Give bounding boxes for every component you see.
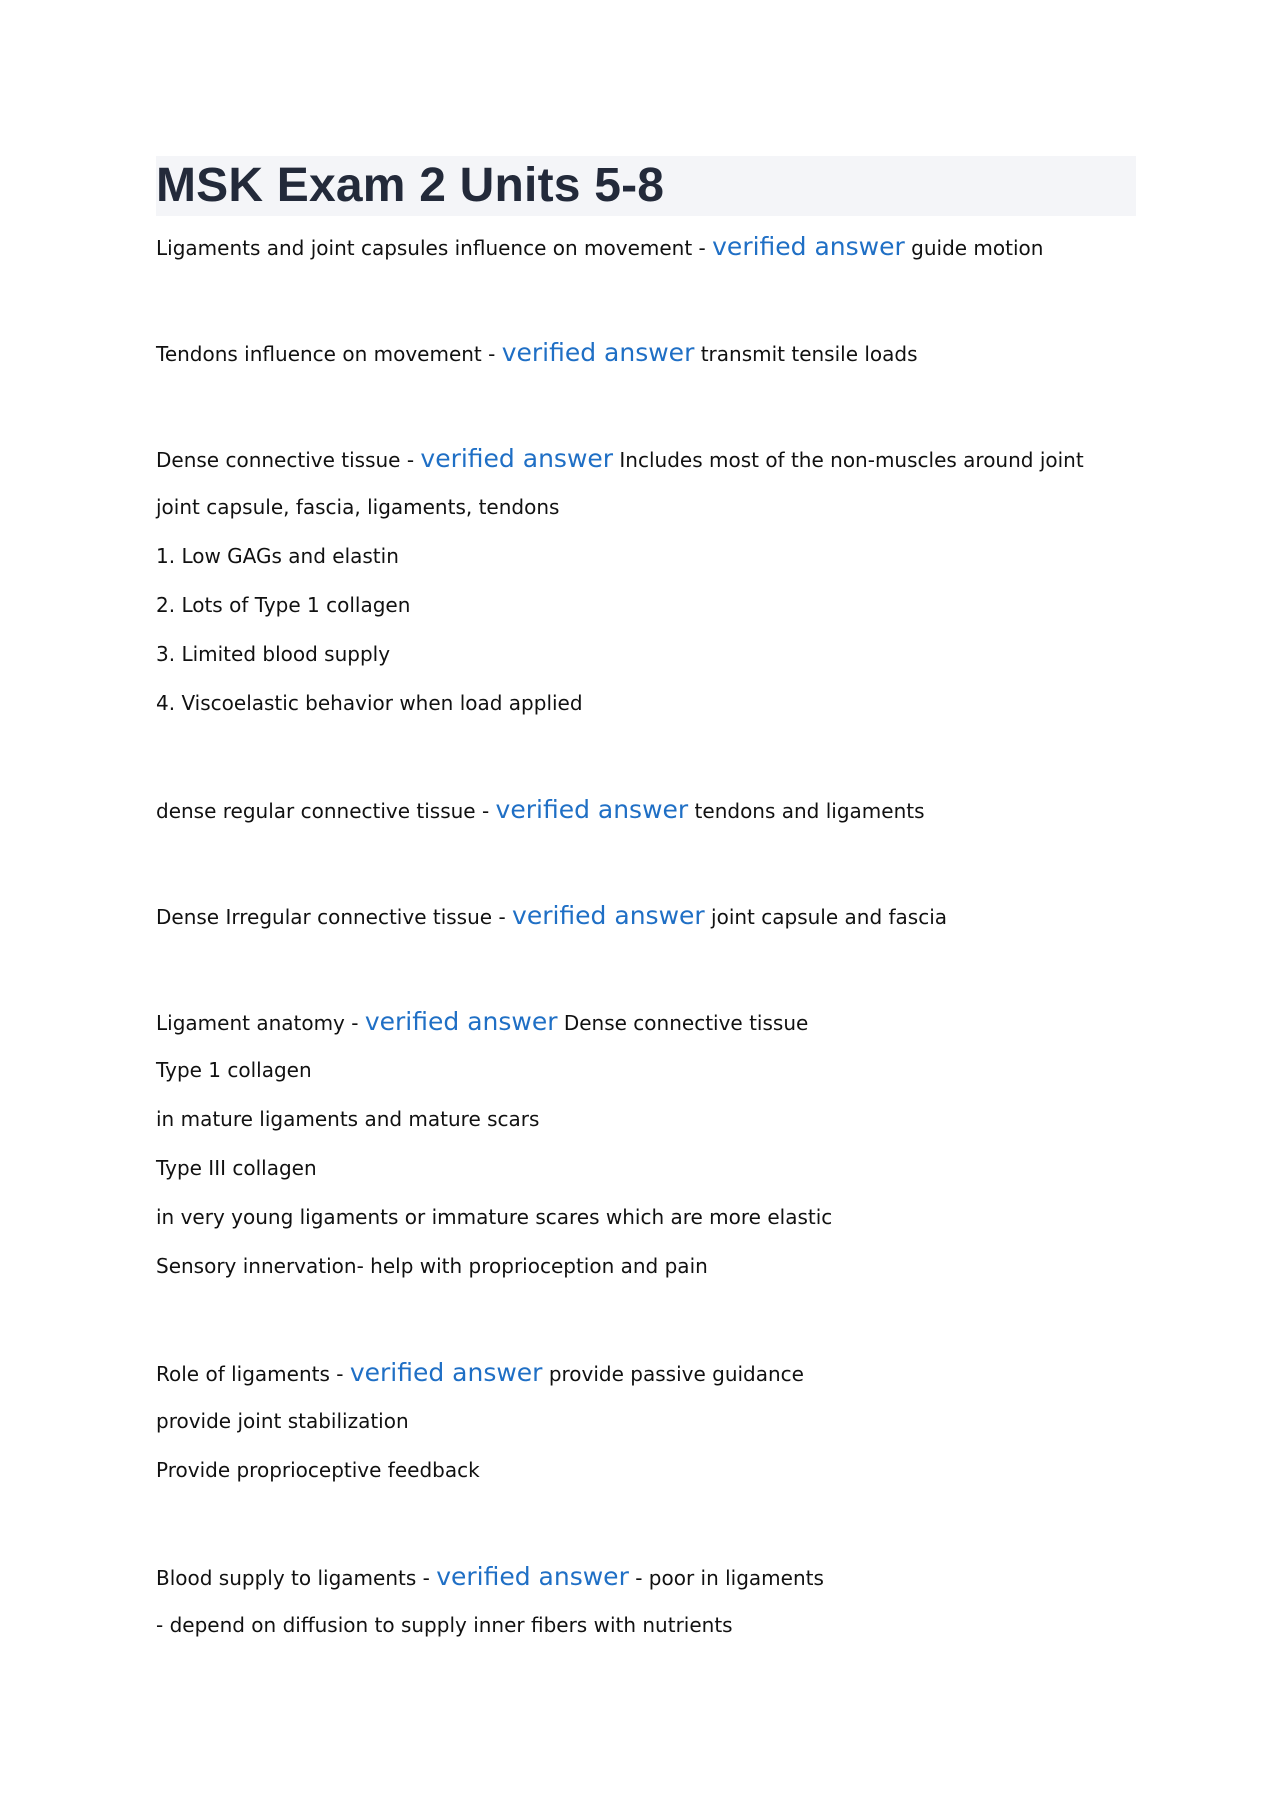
answer-detail-line: Sensory innervation- help with proprioception and pain xyxy=(156,1254,708,1278)
answer-text: Dense connective tissue xyxy=(563,1011,809,1035)
qa-first-line xyxy=(156,434,1136,483)
answer-detail-line: Type 1 collagen xyxy=(156,1058,312,1082)
verified-answer-label: verified answer xyxy=(436,1562,629,1591)
qa-entry xyxy=(156,891,1136,940)
question-text: Tendons influence on movement - xyxy=(156,342,496,366)
entries-list xyxy=(156,222,1136,1650)
qa-first-line xyxy=(156,785,1136,834)
question-text: Dense Irregular connective tissue - xyxy=(156,905,506,929)
qa-entry xyxy=(156,434,1136,728)
answer-text: guide motion xyxy=(911,236,1044,260)
answer-text: Includes most of the non-muscles around joint xyxy=(619,448,1084,472)
qa-entry xyxy=(156,785,1136,834)
verified-answer-label: verified answer xyxy=(420,444,614,473)
question-text: Ligament anatomy - xyxy=(156,1011,359,1035)
qa-first-line xyxy=(156,1348,1136,1397)
answer-detail-line: Type III collagen xyxy=(156,1156,317,1180)
answer-detail-line: 1. Low GAGs and elastin xyxy=(156,544,399,568)
qa-first-line xyxy=(156,891,1136,940)
entry-spacer xyxy=(156,1291,1136,1348)
question-text: dense regular connective tissue - xyxy=(156,799,490,823)
entry-spacer xyxy=(156,940,1136,997)
answer-text: tendons and ligaments xyxy=(694,799,925,823)
qa-entry xyxy=(156,997,1136,1291)
answer-text: - poor in ligaments xyxy=(635,1566,824,1590)
answer-detail-line: joint capsule, fascia, ligaments, tendons xyxy=(156,495,560,519)
answer-detail-line: provide joint stabilization xyxy=(156,1409,409,1433)
entry-spacer xyxy=(156,728,1136,785)
answer-text: provide passive guidance xyxy=(548,1362,804,1386)
verified-answer-label: verified answer xyxy=(501,338,695,367)
verified-answer-label: verified answer xyxy=(512,901,705,930)
page-title: MSK Exam 2 Units 5-8 xyxy=(156,159,665,212)
qa-first-line xyxy=(156,997,1136,1046)
document-page xyxy=(156,156,1136,1650)
question-text: Ligaments and joint capsules influence on movement - xyxy=(156,236,706,260)
answer-detail-line: Provide proprioceptive feedback xyxy=(156,1458,480,1482)
answer-detail-line: 4. Viscoelastic behavior when load applied xyxy=(156,691,583,715)
verified-answer-label: verified answer xyxy=(349,1358,543,1387)
qa-entry xyxy=(156,1552,1136,1650)
qa-entry xyxy=(156,222,1136,271)
verified-answer-label: verified answer xyxy=(495,795,689,824)
answer-detail-line: in very young ligaments or immature scares which are more elastic xyxy=(156,1205,833,1229)
answer-detail-line: - depend on diffusion to supply inner fibers with nutrients xyxy=(156,1613,733,1637)
entry-spacer xyxy=(156,1495,1136,1552)
entry-spacer xyxy=(156,377,1136,434)
answer-detail-line: 3. Limited blood supply xyxy=(156,642,391,666)
question-text: Role of ligaments - xyxy=(156,1362,344,1386)
answer-detail-line: 2. Lots of Type 1 collagen xyxy=(156,593,411,617)
answer-text: transmit tensile loads xyxy=(700,342,918,366)
qa-entry xyxy=(156,1348,1136,1495)
answer-text: joint capsule and fascia xyxy=(711,905,948,929)
entry-spacer xyxy=(156,271,1136,328)
qa-entry xyxy=(156,328,1136,377)
entry-spacer xyxy=(156,834,1136,891)
qa-first-line xyxy=(156,222,1136,271)
qa-first-line xyxy=(156,1552,1136,1601)
qa-first-line xyxy=(156,328,1136,377)
answer-detail-line: in mature ligaments and mature scars xyxy=(156,1107,540,1131)
title-bar xyxy=(156,156,1136,216)
verified-answer-label: verified answer xyxy=(712,232,905,261)
question-text: Dense connective tissue - xyxy=(156,448,415,472)
question-text: Blood supply to ligaments - xyxy=(156,1566,430,1590)
verified-answer-label: verified answer xyxy=(364,1007,558,1036)
